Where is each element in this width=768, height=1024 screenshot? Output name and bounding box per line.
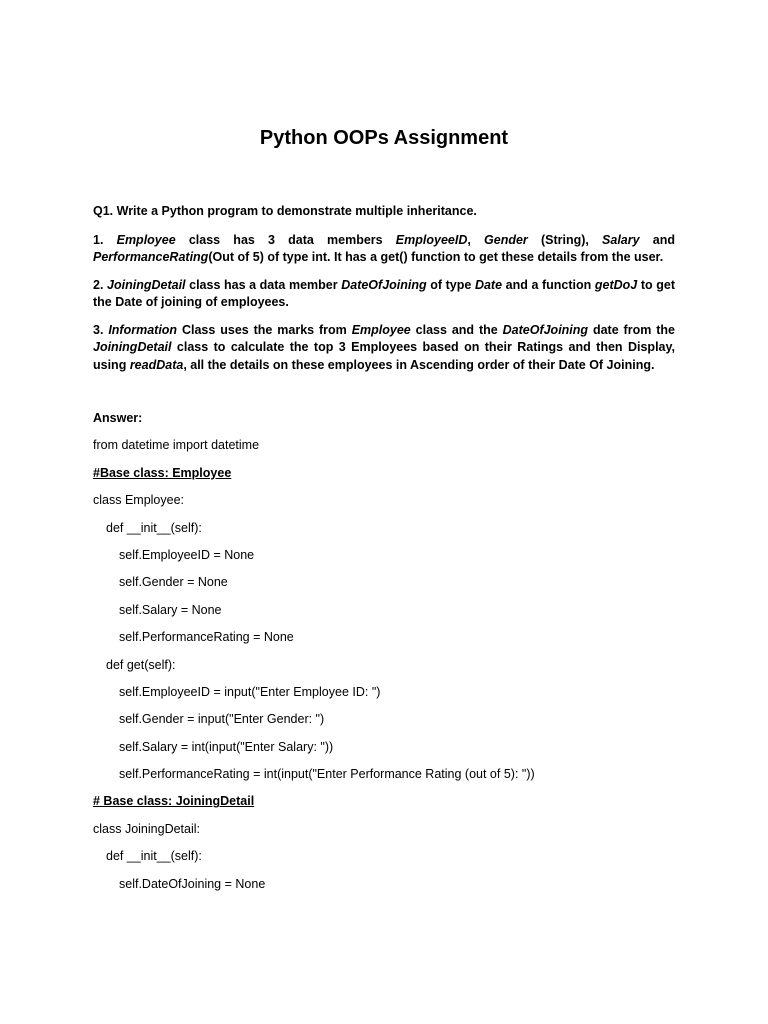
term-employee: Employee bbox=[116, 232, 176, 247]
code-line: class JoiningDetail: bbox=[93, 821, 200, 836]
code-line: self.Gender = None bbox=[119, 575, 228, 590]
code-line: self.Gender = input("Enter Gender: ") bbox=[119, 712, 325, 727]
term-information: Information bbox=[108, 322, 178, 337]
page-title: Python OOPs Assignment bbox=[259, 127, 509, 149]
term-date-of-joining: DateOfJoining bbox=[341, 277, 427, 292]
code-line: from datetime import datetime bbox=[93, 438, 260, 453]
code-line: class Employee: bbox=[93, 493, 185, 508]
question-item-2 bbox=[93, 277, 675, 312]
item-text: and bbox=[639, 232, 675, 247]
answer-section bbox=[93, 410, 675, 903]
code-line: self.PerformanceRating = int(input("Enter Performance Rating (out of 5): ")) bbox=[119, 767, 535, 782]
code-comment: # Base class: JoiningDetail bbox=[93, 794, 255, 809]
term-employee: Employee bbox=[351, 322, 411, 337]
question-item-3 bbox=[93, 322, 675, 375]
code-line: self.DateOfJoining = None bbox=[119, 876, 266, 891]
item-text: and a function bbox=[502, 277, 595, 292]
term-get-doj: getDoJ bbox=[594, 277, 638, 292]
item-text: class has a data member bbox=[185, 277, 342, 292]
term-performance-rating: PerformanceRating bbox=[93, 250, 209, 264]
item-text: date from the bbox=[588, 322, 675, 337]
code-line: def __init__(self): bbox=[106, 849, 202, 864]
item-text: class to calculate the top 3 Employees based on their Ratings and then Display, using bbox=[93, 340, 675, 372]
item-text: of type bbox=[426, 277, 475, 292]
term-read-data: readData bbox=[129, 357, 184, 372]
item-number: 3. bbox=[93, 322, 109, 337]
code-line: def __init__(self): bbox=[106, 520, 202, 535]
code-line: self.Salary = int(input("Enter Salary: ")) bbox=[119, 739, 334, 754]
item-text: Class uses the marks from bbox=[177, 322, 352, 337]
item-text: class has 3 data members bbox=[175, 232, 396, 247]
code-line: self.EmployeeID = None bbox=[119, 547, 255, 562]
code-line: self.Salary = None bbox=[119, 602, 222, 617]
question-heading: Q1. Write a Python program to demonstrate multiple inheritance. bbox=[93, 204, 477, 218]
item-text: (Out of 5) of type int. It has a get() function to get these details from the user. bbox=[208, 250, 664, 264]
item-text: , bbox=[467, 232, 485, 247]
term-salary: Salary bbox=[602, 232, 640, 247]
code-line: def get(self): bbox=[106, 657, 176, 672]
item-text: class and the bbox=[410, 322, 503, 337]
term-employee-id: EmployeeID bbox=[395, 232, 468, 247]
item-text: (String), bbox=[527, 232, 603, 247]
term-joining-detail: JoiningDetail bbox=[93, 340, 172, 354]
item-number: 1. bbox=[93, 232, 117, 247]
code-line: self.PerformanceRating = None bbox=[119, 630, 294, 645]
question-section bbox=[93, 203, 675, 384]
term-date: Date bbox=[474, 277, 503, 292]
term-gender: Gender bbox=[484, 232, 528, 247]
item-text: , all the details on these employees in Ascending order of their Date Of Joining. bbox=[183, 357, 655, 372]
answer-label: Answer: bbox=[93, 411, 143, 425]
code-comment: #Base class: Employee bbox=[93, 465, 232, 480]
item-text: to get the Date of joining of employees. bbox=[93, 277, 676, 309]
code-line: self.EmployeeID = input("Enter Employee ID: ") bbox=[119, 684, 381, 699]
term-joining-detail: JoiningDetail bbox=[107, 277, 186, 292]
question-item-1 bbox=[93, 232, 675, 267]
term-date-of-joining: DateOfJoining bbox=[502, 322, 589, 337]
item-number: 2. bbox=[93, 277, 108, 292]
